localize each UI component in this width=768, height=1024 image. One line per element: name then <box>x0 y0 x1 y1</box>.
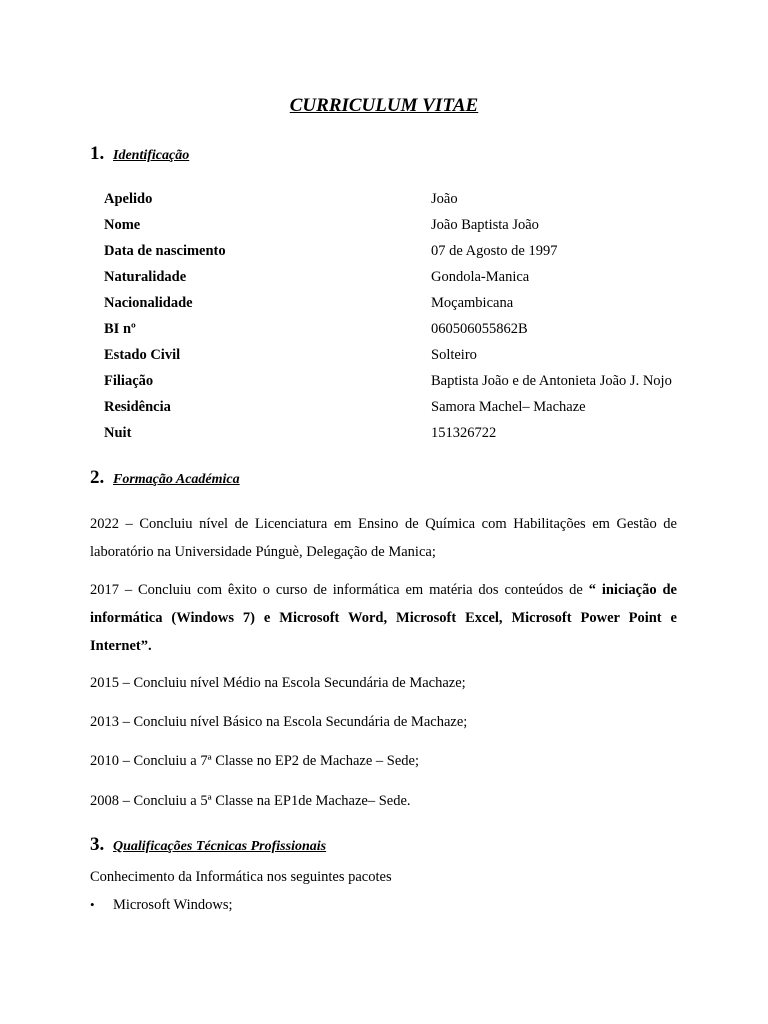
field-label: Estado Civil <box>104 347 181 363</box>
section-label: Formação Académica <box>113 472 240 487</box>
identification-row-nacionalidade <box>104 295 704 321</box>
section-number: 1. <box>90 143 105 164</box>
education-text-bold: “ iniciação de <box>588 582 677 598</box>
education-text: laboratório na Universidade Púnguè, Delegação de Manica; <box>90 544 436 560</box>
field-label: Filiação <box>104 373 154 389</box>
field-label: Apelido <box>104 191 153 207</box>
identification-row-nuit <box>104 425 704 451</box>
field-value: 151326722 <box>431 425 497 441</box>
field-label: Nome <box>104 217 141 233</box>
identification-row-data-nascimento <box>104 243 704 269</box>
identification-row-naturalidade <box>104 269 704 295</box>
list-item-text: Microsoft Windows; <box>113 897 233 913</box>
field-label: Data de nascimento <box>104 243 226 259</box>
identification-row-estado-civil <box>104 347 704 373</box>
education-text: 2017 – Concluiu com êxito o curso de informática em matéria dos conteúdos de <box>90 582 589 598</box>
identification-row-filiacao <box>104 373 704 399</box>
document-title: CURRICULUM VITAE <box>289 95 479 116</box>
education-text-bold: Internet”. <box>90 638 152 654</box>
qualifications-list-item <box>90 897 233 914</box>
field-label: Naturalidade <box>104 269 187 285</box>
section-heading-qualificacoes <box>90 834 326 856</box>
field-value: 07 de Agosto de 1997 <box>431 243 558 259</box>
field-value: Moçambicana <box>431 295 514 311</box>
qualifications-intro: Conhecimento da Informática nos seguintes pacotes <box>90 869 392 885</box>
field-label: Nacionalidade <box>104 295 193 311</box>
section-label: Qualificações Técnicas Profissionais <box>113 839 327 854</box>
education-item-2022 <box>90 510 677 566</box>
bullet-icon: • <box>90 897 95 912</box>
education-item-2008: 2008 – Concluiu a 5ª Classe na EP1de Machaze– Sede. <box>90 793 411 809</box>
section-number: 2. <box>90 467 105 488</box>
identification-row-nome <box>104 217 704 243</box>
section-heading-formacao <box>90 467 240 489</box>
section-heading-identificacao <box>90 143 189 165</box>
section-label: Identificação <box>113 148 190 163</box>
education-item-2010: 2010 – Concluiu a 7ª Classe no EP2 de Machaze – Sede; <box>90 753 419 769</box>
education-text: 2022 – Concluiu nível de Licenciatura em Ensino de Química com Habilitações em Gestão de <box>90 516 677 532</box>
identification-row-residencia <box>104 399 704 425</box>
identification-row-bi <box>104 321 704 347</box>
field-label: Residência <box>104 399 171 415</box>
education-item-2017 <box>90 576 677 660</box>
field-value: Gondola-Manica <box>431 269 530 285</box>
identification-row-apelido <box>104 191 704 217</box>
education-text-line <box>90 576 677 604</box>
field-label: Nuit <box>104 425 132 441</box>
education-item-2013: 2013 – Concluiu nível Básico na Escola Secundária de Machaze; <box>90 714 468 730</box>
field-value: Baptista João e de Antonieta João J. Nojo <box>431 373 672 389</box>
field-value: 060506055862B <box>431 321 528 337</box>
education-item-2015: 2015 – Concluiu nível Médio na Escola Secundária de Machaze; <box>90 675 466 691</box>
field-label: BI nº <box>104 321 136 337</box>
education-text-bold: informática (Windows 7) e Microsoft Word, Microsoft Excel, Microsoft Power Point e <box>90 610 677 626</box>
field-value: Samora Machel– Machaze <box>431 399 586 415</box>
section-number: 3. <box>90 834 105 855</box>
field-value: Solteiro <box>431 347 477 363</box>
field-value: João <box>431 191 458 207</box>
field-value: João Baptista João <box>431 217 539 233</box>
